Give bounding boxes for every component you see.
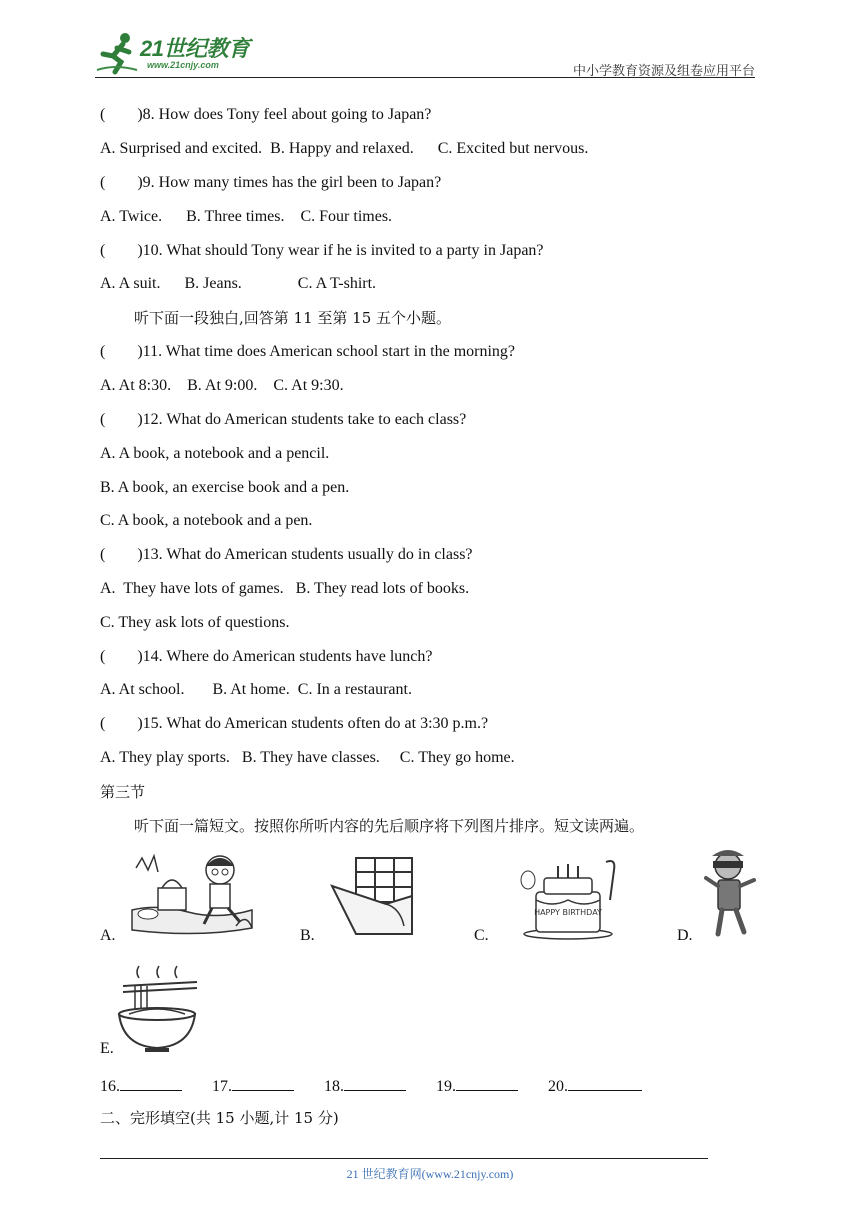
question-11: ( )11. What time does American school start in the morning? — [100, 343, 516, 360]
options-11: A. At 8:30. B. At 9:00. C. At 9:30. — [100, 377, 344, 394]
noodle-bowl-icon — [115, 964, 199, 1054]
option-12a: A. A book, a notebook and a pencil. — [100, 445, 330, 462]
cake-text: HAPPY BIRTHDAY — [534, 908, 602, 917]
question-9: ( )9. How many times has the girl been to Japan? — [100, 174, 442, 191]
picture-a-label: A. — [100, 927, 116, 944]
chocolate-bar-icon — [330, 856, 422, 938]
blank-19[interactable]: 19. — [436, 1074, 518, 1096]
footer-text: 21 世纪教育网(www.21cnjy.com) — [346, 1167, 514, 1181]
logo — [95, 30, 265, 76]
options-8: A. Surprised and excited. B. Happy and relaxed. C. Excited but nervous. — [100, 140, 589, 157]
logo-url: www.21cnjy.com — [147, 60, 219, 70]
picture-b-label: B. — [300, 927, 315, 944]
birthday-cake-icon — [514, 850, 622, 940]
blindfolded-girl-icon — [704, 848, 756, 940]
blank-20[interactable]: 20. — [548, 1074, 642, 1096]
options-9: A. Twice. B. Three times. C. Four times. — [100, 208, 393, 225]
blank-18[interactable]: 18. — [324, 1074, 406, 1096]
option-12c: C. A book, a notebook and a pen. — [100, 512, 313, 529]
platform-name: 中小学教育资源及组卷应用平台 — [572, 64, 755, 79]
question-15: ( )15. What do American students often do at 3:30 p.m.? — [100, 715, 489, 732]
blank-16[interactable]: 16. — [100, 1074, 182, 1096]
blank-17[interactable]: 17. — [212, 1074, 294, 1096]
answer-blanks — [100, 1074, 668, 1096]
options-13: A. They have lots of games. B. They read lots of books. — [100, 580, 470, 597]
question-13: ( )13. What do American students usually do in class? — [100, 546, 473, 563]
picture-e-label: E. — [100, 1040, 114, 1057]
runner-logo-icon — [95, 30, 139, 76]
instruction-passage: 听下面一篇短文。按照你所听内容的先后顺序将下列图片排序。短文读两遍。 — [134, 817, 645, 835]
section-three-title: 第三节 — [100, 783, 146, 801]
option-13c: C. They ask lots of questions. — [100, 614, 290, 631]
footer-divider — [100, 1158, 708, 1159]
instruction-monologue: 听下面一段独白,回答第 11 至第 15 五个小题。 — [134, 309, 452, 327]
question-10: ( )10. What should Tony wear if he is invited to a party in Japan? — [100, 242, 544, 259]
options-15: A. They play sports. B. They have classes. C. They go home. — [100, 749, 515, 766]
header-divider — [95, 77, 755, 78]
picture-c-label: C. — [474, 927, 489, 944]
question-8: ( )8. How does Tony feel about going to Japan? — [100, 106, 432, 123]
question-14: ( )14. Where do American students have lunch? — [100, 648, 433, 665]
section-two-title: 二、完形填空(共 15 小题,计 15 分) — [100, 1109, 339, 1127]
logo-text: 21世纪教育 — [140, 36, 250, 61]
page-header — [95, 30, 755, 78]
question-12: ( )12. What do American students take to each class? — [100, 411, 467, 428]
options-14: A. At school. B. At home. C. In a restaurant. — [100, 681, 412, 698]
options-10: A. A suit. B. Jeans. C. A T-shirt. — [100, 275, 377, 292]
picture-d-label: D. — [677, 927, 693, 944]
picnic-boy-icon — [128, 848, 256, 940]
option-12b: B. A book, an exercise book and a pen. — [100, 479, 350, 496]
